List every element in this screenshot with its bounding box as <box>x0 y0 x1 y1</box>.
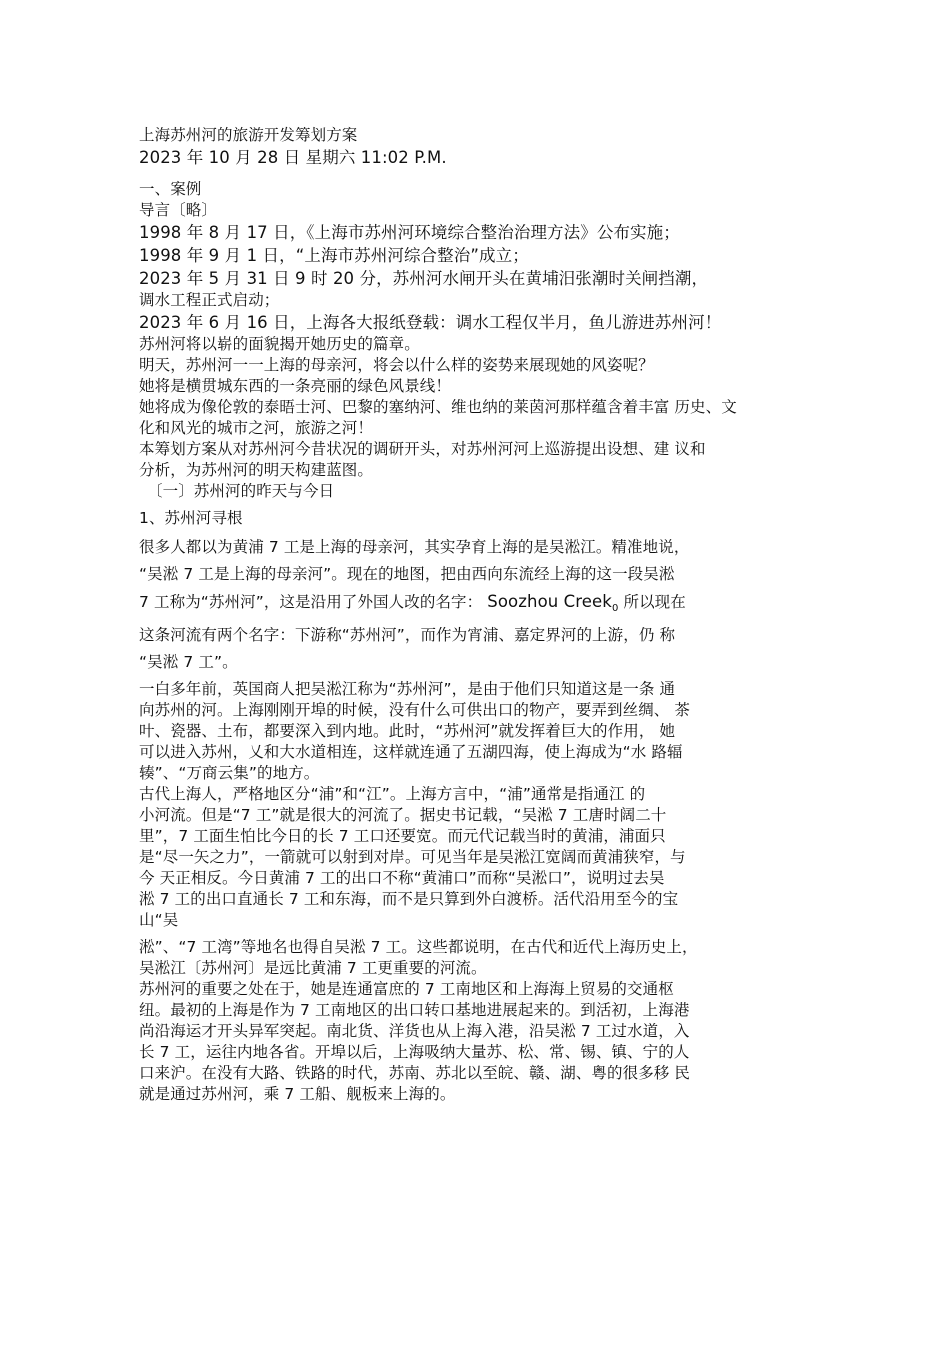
paragraph-line: 一白多年前，英国商人把吴淞江称为“苏州河”，是由于他们只知道这是一条 通 <box>139 680 676 699</box>
intro-line: 本筹划方案从对苏州河今昔状况的调研开头，对苏州河河上巡游提出设想、建 议和 <box>139 440 706 458</box>
timeline-line: 2023 年 6 月 16 日，上海各大报纸登载：调水工程仅半月，鱼儿游进苏州河！ <box>139 313 722 332</box>
paragraph-line: 向苏州的河。上海刚刚开埠的时候，没有什么可供出口的物产，要弄到丝绸、 茶 <box>139 701 691 720</box>
paragraph-line: 古代上海人，严格地区分“浦”和“江”。上海方言中，“浦”通常是指通江 的 <box>139 785 646 804</box>
paragraph-line: 纽。最初的上海是作为 7 工南地区的出口转口基地进展起来的。到活初，上海港 <box>139 1001 690 1020</box>
document-body <box>139 125 799 1105</box>
intro-line: 苏州河将以崭的面貌揭开她历史的篇章。 <box>139 335 420 353</box>
paragraph-line <box>139 591 799 619</box>
paragraph-line: “吴淞 7 工”。 <box>139 653 238 672</box>
timeline-line: 调水工程正式启动； <box>139 291 280 309</box>
paragraph-line: 尚沿海运才开头异军突起。南北货、洋货也从上海入港，沿吴淞 7 工过水道，入 <box>139 1022 690 1041</box>
paragraph-line: 淞”、“7 工湾”等地名也得自吴淞 7 工。这些都说明，在古代和近代上海历史上， <box>139 938 698 957</box>
doc-title: 上海苏州河的旅游开发筹划方案 <box>139 126 358 144</box>
paragraph-text: 7 工称为“苏州河”，这是沿用了外国人改的名字： <box>139 593 483 611</box>
timeline-line: 1998 年 8 月 17 日，《上海市苏州河环境综合整治治理方法》公布实施； <box>139 223 680 242</box>
paragraph-line: 今 天正相反。今日黄浦 7 工的出口不称“黄浦口”而称“吴淞口”，说明过去吴 <box>139 869 665 888</box>
paragraph-line: 山“吴 <box>139 911 179 930</box>
paragraph-line: 就是通过苏州河，乘 7 工船、舰板来上海的。 <box>139 1085 456 1104</box>
subsection-heading: 〔一〕苏州河的昨天与今日 <box>147 482 335 500</box>
subsubsection-heading: 1、苏州河寻根 <box>139 509 243 527</box>
paragraph-line: 是“尽一矢之力”，一箭就可以射到对岸。可见当年是吴淞江宽阔而黄浦狭窄，与 <box>139 848 686 867</box>
paragraph-line: 小河流。但是“7 工”就是很大的河流了。据史书记载，“吴淞 7 工唐时阔二十 <box>139 806 667 825</box>
paragraph-line: 这条河流有两个名字：下游称“苏州河”，而作为宵浦、嘉定界河的上游，仍 称 <box>139 626 676 645</box>
intro-line: 她将是横贯城东西的一条亮丽的绿色风景线！ <box>139 377 452 395</box>
doc-datetime: 2023 年 10 月 28 日 星期六 11:02 P.M. <box>139 148 447 167</box>
paragraph-line: 叶、瓷器、土布，都要深入到内地。此时，“苏州河”就发挥着巨大的作用， 她 <box>139 722 676 741</box>
paragraph-line: 里”，7 工面生怕比今日的长 7 工口还要宽。而元代记载当时的黄浦，浦面只 <box>139 827 666 846</box>
intro-line: 明天，苏州河一一上海的母亲河，将会以什么样的姿势来展现她的风姿呢？ <box>139 356 654 374</box>
intro-note: 导言〔略〕 <box>139 201 218 219</box>
paragraph-line: 淞 7 工的出口直通长 7 工和东海，而不是只算到外白渡桥。活代沿用至今的宝 <box>139 890 679 909</box>
intro-line: 分析，为苏州河的明天构建蓝图。 <box>139 461 374 479</box>
intro-line: 化和风光的城市之河，旅游之河！ <box>139 419 374 437</box>
paragraph-text: 所以现在 <box>623 593 686 611</box>
paragraph-line: 长 7 工，运往内地各省。开埠以后，上海吸纳大量苏、松、常、锡、镇、宁的人 <box>139 1043 690 1062</box>
paragraph-line: 辏”、“万商云集”的地方。 <box>139 764 320 783</box>
paragraph-line: “吴淞 7 工是上海的母亲河”。现在的地图，把由西向东流经上海的这一段吴淞 <box>139 565 675 583</box>
paragraph-line: 口来沪。在没有大路、铁路的时代，苏南、苏北以至皖、赣、湖、粤的很多移 民 <box>139 1064 691 1083</box>
timeline-line: 1998 年 9 月 1 日，“上海市苏州河综合整治”成立； <box>139 246 529 265</box>
paragraph-line: 吴淞江〔苏州河〕是远比黄浦 7 工更重要的河流。 <box>139 959 487 978</box>
paragraph-line: 苏州河的重要之处在于，她是连通富庶的 7 工南地区和上海海上贸易的交通枢 <box>139 980 674 999</box>
paragraph-line: 很多人都以为黄浦 7 工是上海的母亲河，其实孕育上海的是吴淞江。精准地说， <box>139 538 690 556</box>
intro-line: 她将成为像伦敦的泰晤士河、巴黎的塞纳河、维也纳的莱茵河那样蕴含着丰富 历史、文 <box>139 398 737 416</box>
section-heading: 一、案例 <box>139 180 202 198</box>
timeline-line: 2023 年 5 月 31 日 9 时 20 分，苏州河水闸开头在黄埔汨张潮时关闸挡潮， <box>139 269 709 288</box>
latin-name: Soozhou Creek <box>487 592 612 611</box>
subscript: 0 <box>611 603 619 615</box>
paragraph-line: 可以进入苏州，乂和大水道相连，这样就连通了五湖四海，使上海成为“水 路辐 <box>139 743 683 762</box>
